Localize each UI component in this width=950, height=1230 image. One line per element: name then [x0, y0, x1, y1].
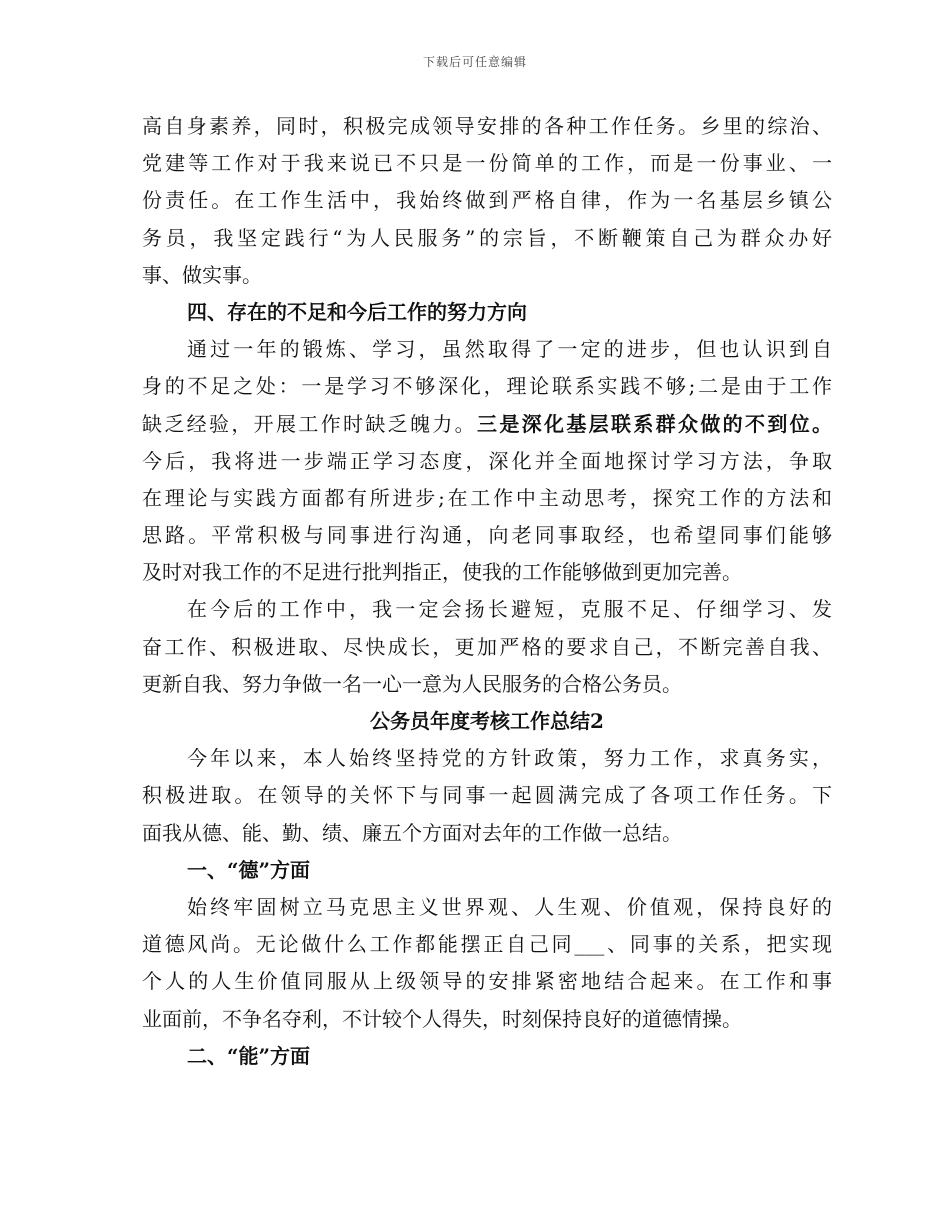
emphasized-text: 三是深化基层联系群众做的不到位。 [477, 411, 832, 436]
paragraph-line: 在理论与实践方面都有所进步;在工作中主动思考，探究工作的方法和 [142, 485, 832, 510]
paragraph-line: 更新自我、努力争做一名一心一意为人民服务的合格公务员。 [142, 671, 682, 696]
paragraph-line: 事、做实事。 [142, 262, 262, 287]
paragraph-line: 在今后的工作中，我一定会扬长避短，克服不足、仔细学习、发 [187, 597, 832, 622]
section-heading: 一、“德”方面 [187, 857, 311, 882]
paragraph-text: 缺乏经验，开展工作时缺乏魄力。 [142, 411, 477, 436]
paragraph-line: 业面前，不争名夺利，不计较个人得失，时刻保持良好的道德情操。 [142, 1006, 742, 1031]
page-header-note: 下载后可任意编辑 [422, 55, 527, 69]
paragraph-line: 奋工作、积极进取、尽快成长，更加严格的要求自己，不断完善自我、 [142, 634, 832, 659]
paragraph-line: 个人的人生价值同服从上级领导的安排紧密地结合起来。在工作和事 [142, 969, 832, 994]
paragraph-line: 始终牢固树立马克思主义世界观、人生观、价值观，保持良好的 [187, 894, 832, 919]
paragraph-line: 通过一年的锻炼、学习，虽然取得了一定的进步，但也认识到自 [187, 337, 832, 362]
section-heading: 二、“能”方面 [187, 1043, 311, 1068]
paragraph-line: 思路。平常积极与同事进行沟通，向老同事取经，也希望同事们能够 [142, 523, 832, 548]
paragraph-line [142, 406, 832, 443]
paragraph-line: 道德风尚。无论做什么工作都能摆正自己同___、同事的关系，把实现 [142, 932, 832, 957]
paragraph-line: 份责任。在工作生活中，我始终做到严格自律，作为一名基层乡镇公 [142, 188, 832, 213]
paragraph-line: 身的不足之处：一是学习不够深化，理论联系实践不够;二是由于工作 [142, 374, 832, 399]
section-heading: 四、存在的不足和今后工作的努力方向 [187, 299, 527, 324]
paragraph-line: 面我从德、能、勤、绩、廉五个方面对去年的工作做一总结。 [142, 820, 682, 845]
paragraph-line: 务员，我坚定践行“为人民服务”的宗旨，不断鞭策自己为群众办好 [142, 225, 832, 250]
paragraph-line: 高自身素养，同时，积极完成领导安排的各种工作任务。乡里的综治、 [142, 114, 832, 138]
paragraph-line: 积极进取。在领导的关怀下与同事一起圆满完成了各项工作任务。下 [142, 783, 832, 808]
document-body [142, 108, 832, 1075]
paragraph-line: 今后，我将进一步端正学习态度，深化并全面地探讨学习方法，争取 [142, 448, 832, 473]
document-title: 公务员年度考核工作总结2 [370, 709, 604, 733]
paragraph-line: 及时对我工作的不足进行批判指正，使我的工作能够做到更加完善。 [142, 560, 742, 585]
paragraph-line: 党建等工作对于我来说已不只是一份简单的工作，而是一份事业、一 [142, 151, 832, 176]
paragraph-line: 今年以来，本人始终坚持党的方针政策，努力工作，求真务实， [187, 746, 832, 771]
